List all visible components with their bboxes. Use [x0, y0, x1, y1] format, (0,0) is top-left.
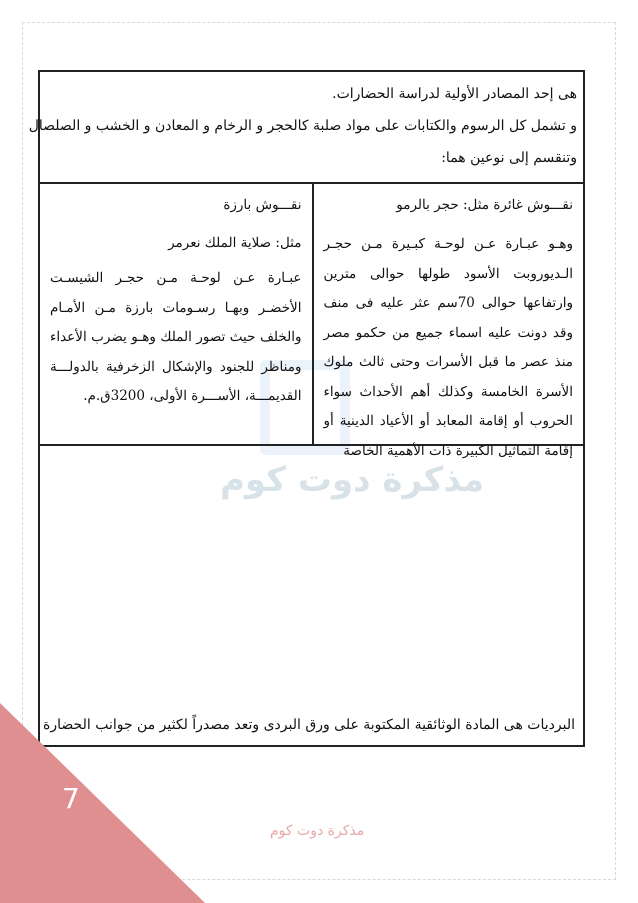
inscriptions-row — [40, 184, 583, 459]
papyrus-text: البرديات هى المادة الوثائقية المكتوبة على ورق البردى وتعد مصدراً لكثير من جوانب الحضارة — [43, 717, 575, 733]
intro-line-1: هى إحد المصادر الأولية لدراسة الحضارات. — [332, 86, 577, 102]
intro-line-2: و تشمل كل الرسوم والكتابات على مواد صلبة كالحجر و الرخام و المعادن و الخشب و الصلصال — [28, 118, 577, 134]
corner-triangle — [0, 703, 205, 903]
relief-heading: نقـــوش بارزة — [223, 197, 302, 213]
footer-brand: مذكرة دوت كوم — [270, 823, 365, 839]
watermark-text: مذكرة دوت كوم — [220, 460, 485, 500]
relief-inscriptions-cell — [40, 184, 312, 444]
content-table — [28, 70, 585, 747]
sunken-heading: نقـــوش غائرة مثل: حجر بالرمو — [396, 197, 573, 213]
intro-line-3: وتنقسم إلى نوعين هما: — [441, 150, 577, 166]
sunken-inscriptions-cell — [312, 184, 584, 459]
papyrus-row — [40, 446, 583, 745]
intro-row — [28, 72, 583, 184]
sunken-body: وهـو عبـارة عـن لوحـة كبـيرة مـن حجـر الـديوروبت الأسود طولها حوالى مترين وارتفاعها حوالى 70سم عثر عليه فى منف وقد دونت عليه اسماء جميع من حكمو مصر منذ عصر ما قبل الأسرات وحتى ثالث ملوك الأسرة الخامسة وكذلك أهم الأحداث سواء الحروب أو إقامة المعابد أو الأعياد الدينية أو إقامة التماثيل الكبيرة ذات الأهمية الخاصة — [323, 236, 573, 459]
page-number: 7 — [62, 782, 80, 815]
relief-body: عبـارة عـن لوحـة مـن حجـر الشيسـت الأخضـر وبهـا رسـومات بارزة مـن الأمـام والخلف حيث تصور الملك وهـو يضرب الأعداء ومناظر للجنود والإشكال الزخرفية بالدولـــة القديمـــة، الأســـرة الأولى، 3200ق.م. — [50, 270, 302, 404]
relief-example: مثل: صلاية الملك نعرمر — [168, 235, 302, 251]
